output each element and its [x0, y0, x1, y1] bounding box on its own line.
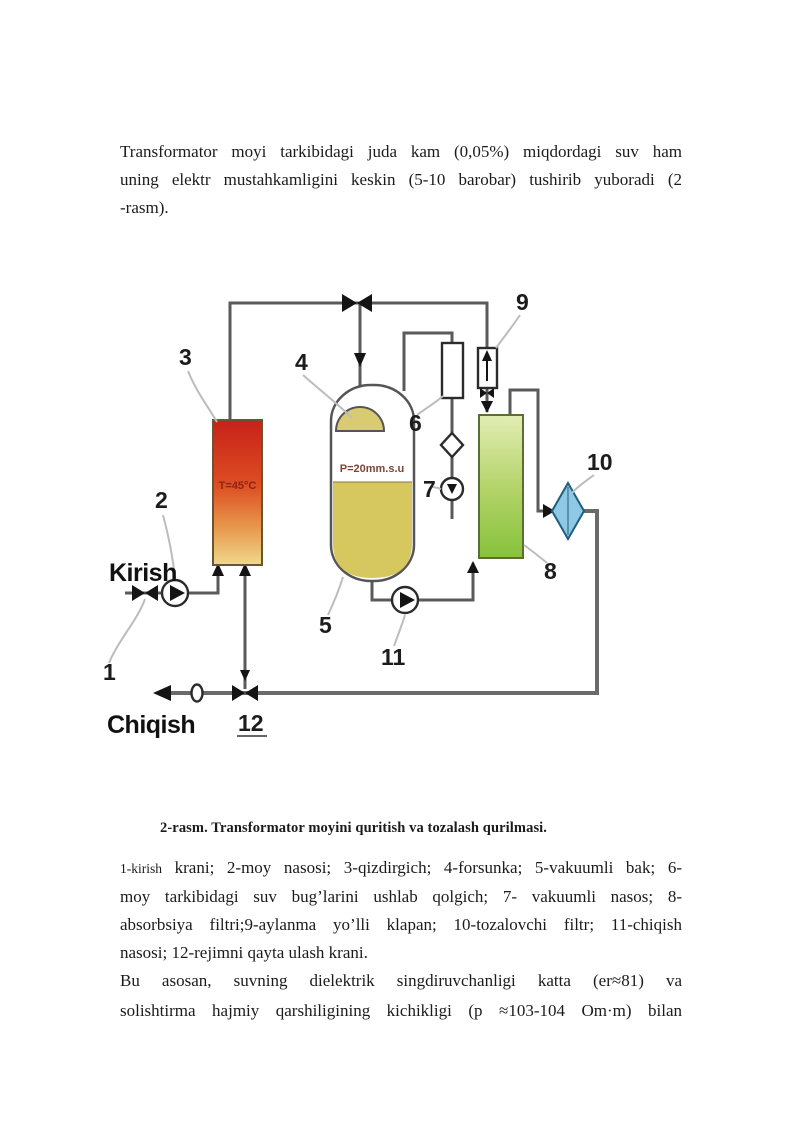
leader-10 [572, 475, 594, 493]
callout-12: 12 [238, 710, 264, 736]
arrow-outlet [153, 685, 171, 701]
vacuum-pump [441, 478, 463, 500]
vacuum-line-valve-7 [441, 433, 463, 457]
intro-paragraph [120, 138, 682, 222]
legend-line: absorbsiya filtri;9-aylanma yo’lli klapan; 10-tozalovchi filtr; 11-chiqish [120, 915, 682, 934]
heater-body [213, 420, 262, 565]
intro-line: -rasm). [120, 198, 169, 217]
tank-pressure-label: P=20mm.s.u [339, 463, 405, 475]
legend-text: krani; 2-moy nasosi; 3-qizdirgich; 4-forsunka; 5-vakuumli bak; 6- [162, 858, 682, 877]
callout-11: 11 [381, 644, 406, 670]
callout-4: 4 [295, 349, 308, 375]
callout-8: 8 [544, 558, 557, 584]
outlet-label: Chiqish [107, 711, 196, 739]
valve-stem-arrow [240, 670, 250, 681]
inlet-label: Kirish [109, 559, 177, 587]
vacuum-tank [331, 385, 414, 581]
outlet-check-valve [192, 685, 203, 702]
callout-9: 9 [516, 289, 529, 315]
outlet-pump [392, 587, 418, 613]
valve-wing [232, 685, 245, 701]
arrow-down-sprayer [354, 353, 366, 367]
process-diagram-svg [95, 265, 625, 765]
arrow-into-absorber-bottom [467, 561, 479, 573]
leader-3 [188, 371, 217, 422]
leader-11 [394, 615, 405, 646]
callout-5: 5 [319, 612, 332, 638]
callout-1: 1 [103, 659, 116, 685]
tank-oil [333, 482, 412, 578]
vapor-trap [442, 343, 463, 398]
figure-process-diagram [95, 265, 625, 765]
absorber-filter [479, 415, 523, 558]
top-valve [342, 294, 372, 312]
cleaning-filter [552, 483, 584, 539]
heater-temperature-label: T=45°C [218, 480, 257, 492]
legend-paragraph [120, 854, 682, 967]
pipe-tank-to-pump11 [372, 581, 392, 600]
callout-7: 7 [423, 476, 436, 502]
pipe-pump-to-heater [188, 567, 218, 593]
valve-wing [245, 685, 258, 701]
leader-5 [328, 577, 343, 615]
heater [213, 420, 262, 565]
figure-caption: 2-rasm. Transformator moyini quritish va tozalash qurilmasi. [160, 820, 548, 836]
body-paragraph [120, 966, 682, 1026]
intro-line: Transformator moyi tarkibidagi juda kam (0,05%) miqdordagi suv ham [120, 142, 682, 161]
arrow-into-absorber-top [481, 401, 493, 413]
valve-wing [342, 294, 357, 312]
callout-3: 3 [179, 344, 192, 370]
valve-wing [132, 585, 145, 601]
legend-line: nasosi; 12-rejimni qayta ulash krani. [120, 943, 368, 962]
body-line: Bu asosan, suvning dielektrik singdiruvchanligi katta (er≈81) va [120, 971, 682, 990]
body-line: solishtirma hajmiy qarshiligining kichikligi (p ≈103-104 Om·m) bilan [120, 1001, 682, 1020]
leader-9 [496, 315, 520, 348]
callout-10: 10 [587, 449, 613, 475]
callout-2: 2 [155, 487, 168, 513]
legend-prefix: 1-kirish [120, 861, 162, 876]
callout-6: 6 [409, 410, 422, 436]
intro-line: uning elektr mustahkamligini keskin (5-10 barobar) tushirib yuboradi (2 [120, 170, 682, 189]
inlet-valve-1 [132, 585, 158, 601]
pipe-pump11-to-absorber [418, 563, 473, 600]
legend-line [120, 854, 682, 883]
leader-1 [109, 599, 145, 663]
legend-line: moy tarkibidagi suv bug’larini ushlab qolgich; 7- vakuumli nasos; 8- [120, 887, 682, 906]
valve-wing [145, 585, 158, 601]
